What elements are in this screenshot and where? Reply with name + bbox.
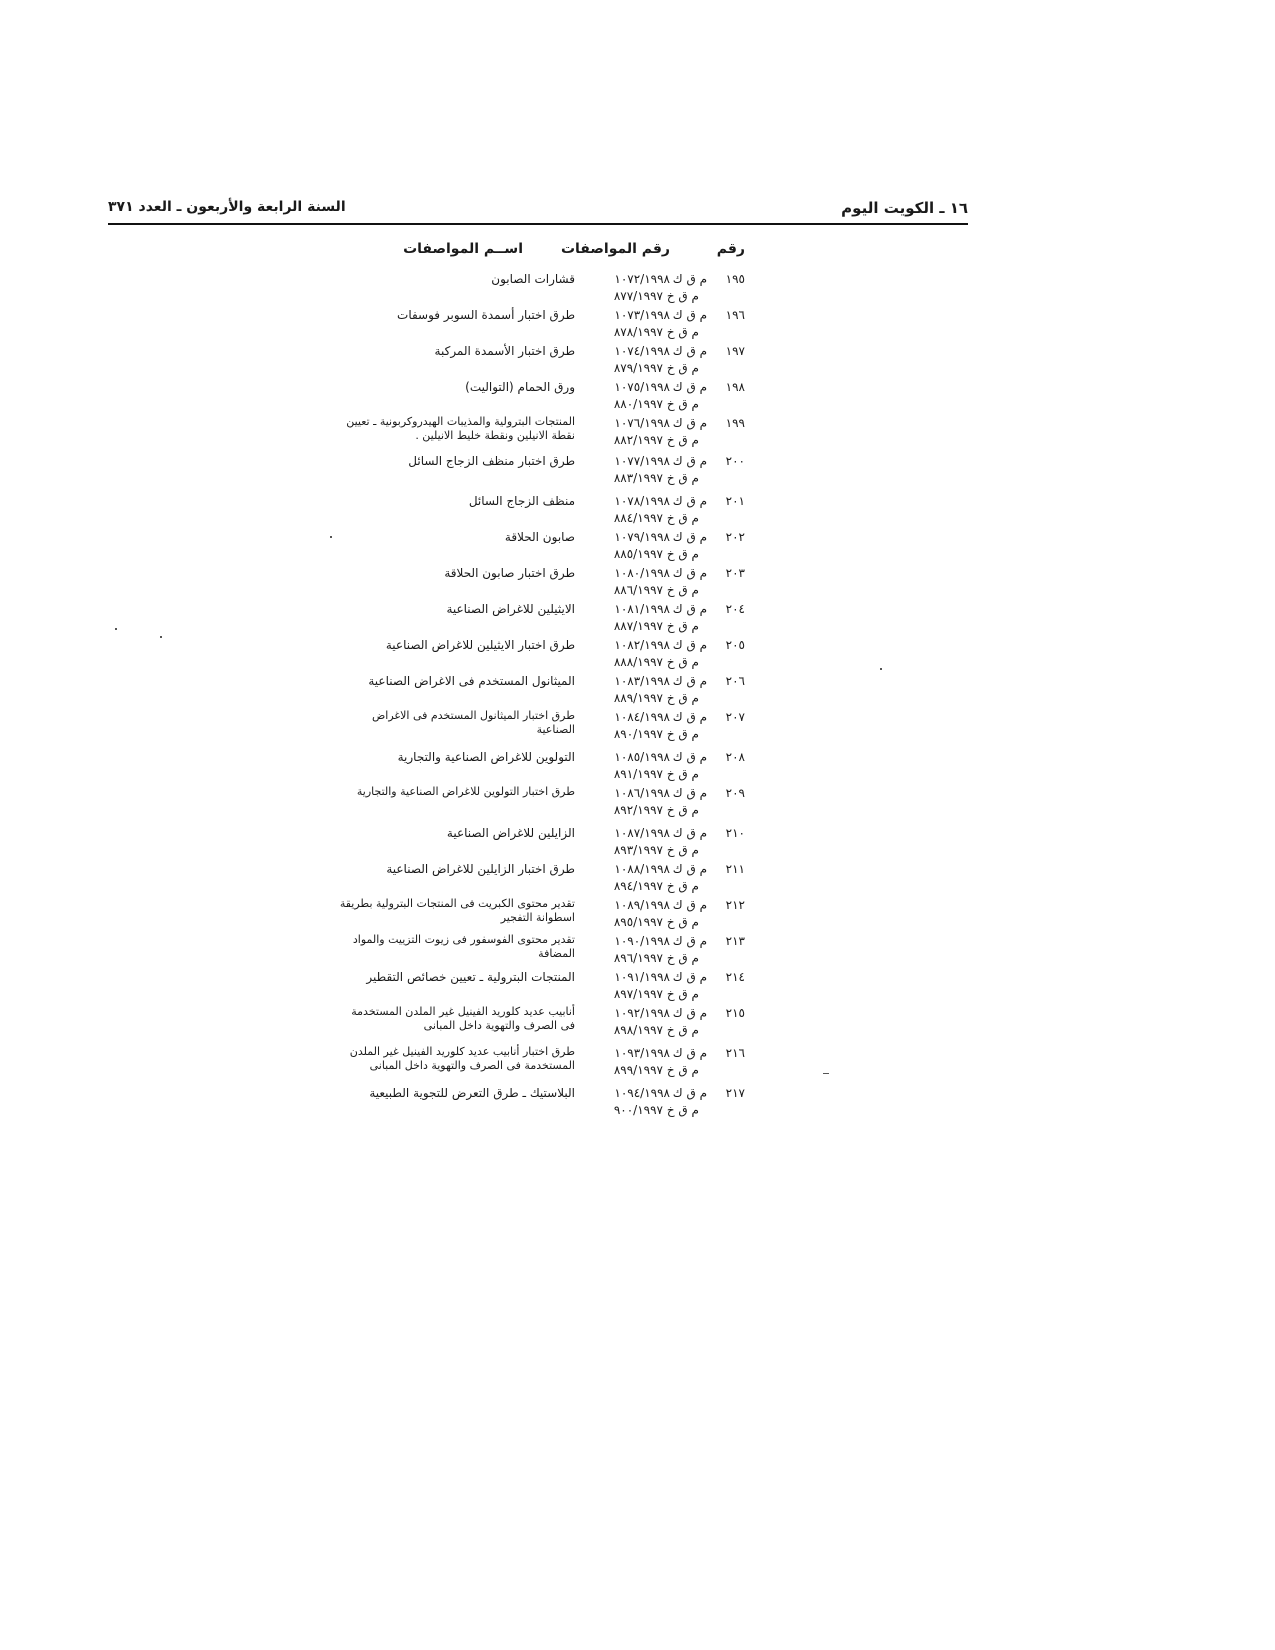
table-body [315, 269, 745, 1119]
spec-code-kuwait: ١٠٧٤/١٩٩٨ [614, 344, 670, 358]
header-spec-name: اســم المواصفات [403, 241, 523, 257]
spec-prefix-kuwait: م ق ك [672, 1046, 707, 1060]
spec-prefix-kuwait: م ق ك [672, 416, 707, 430]
spec-name: صابون الحلاقة [504, 530, 575, 544]
spec-name: الايثيلين للاغراض الصناعية [446, 602, 575, 616]
table-row [315, 823, 745, 859]
spec-prefix-kuwait: م ق ك [672, 530, 707, 544]
spec-name: قشارات الصابون [491, 272, 575, 286]
table-row [315, 747, 745, 783]
spec-prefix-gulf: م ق خ [666, 879, 699, 893]
spec-prefix-kuwait: م ق ك [672, 898, 707, 912]
spec-prefix-kuwait: م ق ك [672, 566, 707, 580]
spec-code-kuwait: ١٠٧٣/١٩٩٨ [614, 308, 670, 322]
row-number: ٢٠٠ [725, 454, 745, 468]
spec-name: طرق اختبار الايثيلين للاغراض الصناعية [385, 638, 575, 652]
table-row [315, 305, 745, 341]
table-row [315, 527, 745, 563]
table-row [315, 341, 745, 377]
spec-prefix-kuwait: م ق ك [672, 602, 707, 616]
spec-name: طرق اختبار أنابيب عديد كلوريد الفينيل غير الملدن المستخدمة فى الصرف والتهوية داخل المبانى [349, 1045, 575, 1072]
row-number: ٢١٣ [725, 934, 745, 948]
table-row [315, 451, 745, 491]
spec-code-gulf: ٨٩٧/١٩٩٧ [613, 987, 663, 1001]
table-row [315, 1003, 745, 1043]
spec-name: التولوين للاغراض الصناعية والتجارية [397, 750, 575, 764]
spec-prefix-gulf: م ق خ [666, 361, 699, 375]
spec-code-kuwait: ١٠٨٥/١٩٩٨ [614, 750, 670, 764]
spec-code-gulf: ٨٩٤/١٩٩٧ [613, 879, 663, 893]
spec-prefix-kuwait: م ق ك [672, 826, 707, 840]
spec-name: المنتجات البترولية والمذيبات الهيدروكربونية ـ تعيين نقطة الانيلين ونقطة خليط الانيلين . [346, 415, 575, 442]
spec-code-gulf: ٨٨٧/١٩٩٧ [613, 619, 663, 633]
spec-code-gulf: ٨٧٨/١٩٩٧ [613, 325, 663, 339]
row-number: ١٩٥ [725, 272, 745, 286]
spec-name: ورق الحمام (التواليت) [465, 380, 575, 394]
spec-name: تقدير محتوى الفوسفور فى زيوت التزييت والمواد المضافة [352, 933, 575, 960]
spec-prefix-kuwait: م ق ك [672, 934, 707, 948]
spec-prefix-kuwait: م ق ك [672, 1086, 707, 1100]
spec-code-kuwait: ١٠٧٩/١٩٩٨ [614, 530, 670, 544]
spec-code-gulf: ٨٧٧/١٩٩٧ [613, 289, 663, 303]
spec-prefix-kuwait: م ق ك [672, 710, 707, 724]
scan-speck [823, 1073, 829, 1074]
spec-name: تقدير محتوى الكبريت فى المنتجات البترولية بطريقة اسطوانة التفجير [339, 897, 575, 924]
specifications-table [315, 241, 745, 1119]
row-number: ١٩٦ [725, 308, 745, 322]
scan-speck [160, 636, 162, 638]
table-row [315, 671, 745, 707]
row-number: ٢١١ [725, 862, 745, 876]
spec-prefix-gulf: م ق خ [666, 915, 699, 929]
spec-code-kuwait: ١٠٩٢/١٩٩٨ [614, 1006, 670, 1020]
spec-code-gulf: ٨٨٦/١٩٩٧ [613, 583, 663, 597]
spec-prefix-gulf: م ق خ [666, 619, 699, 633]
spec-prefix-gulf: م ق خ [666, 397, 699, 411]
row-number: ٢٠٩ [725, 786, 745, 800]
row-number: ٢١٥ [725, 1006, 745, 1020]
spec-prefix-gulf: م ق خ [666, 691, 699, 705]
row-number: ٢١٧ [725, 1086, 745, 1100]
spec-name: طرق اختبار الزايلين للاغراض الصناعية [386, 862, 575, 876]
table-row [315, 859, 745, 895]
spec-prefix-gulf: م ق خ [666, 803, 699, 817]
spec-prefix-gulf: م ق خ [666, 583, 699, 597]
spec-prefix-kuwait: م ق ك [672, 1006, 707, 1020]
gazette-title: ١٦ ـ الكويت اليوم [841, 199, 968, 217]
spec-prefix-gulf: م ق خ [666, 1063, 699, 1077]
row-number: ١٩٩ [725, 416, 745, 430]
row-number: ٢١٦ [725, 1046, 745, 1060]
scan-speck [115, 628, 117, 630]
spec-code-kuwait: ١٠٧٢/١٩٩٨ [614, 272, 670, 286]
spec-code-kuwait: ١٠٩٣/١٩٩٨ [614, 1046, 670, 1060]
spec-prefix-gulf: م ق خ [666, 843, 699, 857]
table-row [315, 783, 745, 823]
spec-prefix-kuwait: م ق ك [672, 674, 707, 688]
spec-prefix-kuwait: م ق ك [672, 638, 707, 652]
spec-prefix-kuwait: م ق ك [672, 970, 707, 984]
spec-name: طرق اختبار الأسمدة المركبة [434, 344, 575, 358]
spec-code-gulf: ٨٨٤/١٩٩٧ [613, 511, 663, 525]
row-number: ١٩٧ [725, 344, 745, 358]
spec-prefix-kuwait: م ق ك [672, 272, 707, 286]
table-row [315, 377, 745, 413]
spec-code-kuwait: ١٠٨٦/١٩٩٨ [614, 786, 670, 800]
table-header [315, 241, 745, 269]
spec-code-gulf: ٨٨٨/١٩٩٧ [613, 655, 663, 669]
spec-prefix-gulf: م ق خ [666, 289, 699, 303]
spec-prefix-kuwait: م ق ك [672, 308, 707, 322]
issue-info: السنة الرابعة والأربعون ـ العدد ٣٧١ [108, 199, 346, 215]
spec-prefix-kuwait: م ق ك [672, 380, 707, 394]
spec-name: طرق اختبار التولوين للاغراض الصناعية والتجارية [356, 785, 575, 798]
spec-code-kuwait: ١٠٧٥/١٩٩٨ [614, 380, 670, 394]
spec-prefix-gulf: م ق خ [666, 1103, 699, 1117]
spec-name: طرق اختبار الميثانول المستخدم فى الاغراض الصناعية [371, 709, 575, 736]
row-number: ٢١٤ [725, 970, 745, 984]
spec-code-kuwait: ١٠٨٠/١٩٩٨ [614, 566, 670, 580]
spec-prefix-gulf: م ق خ [666, 547, 699, 561]
spec-name: الميثانول المستخدم فى الاغراض الصناعية [368, 674, 575, 688]
table-row [315, 931, 745, 967]
spec-name: منظف الزجاج السائل [468, 494, 575, 508]
row-number: ٢٠٨ [725, 750, 745, 764]
spec-name: الزايلين للاغراض الصناعية [446, 826, 575, 840]
row-number: ٢٠٥ [725, 638, 745, 652]
spec-code-gulf: ٩٠٠/١٩٩٧ [613, 1103, 663, 1117]
spec-code-gulf: ٨٩٢/١٩٩٧ [613, 803, 663, 817]
spec-name: البلاستيك ـ طرق التعرض للتجوية الطبيعية [369, 1086, 575, 1100]
spec-code-gulf: ٨٩٦/١٩٩٧ [613, 951, 663, 965]
spec-code-gulf: ٨٩٨/١٩٩٧ [613, 1023, 663, 1037]
spec-code-gulf: ٨٨٢/١٩٩٧ [613, 433, 663, 447]
spec-prefix-kuwait: م ق ك [672, 454, 707, 468]
spec-name: طرق اختبار منظف الزجاج السائل [408, 454, 575, 468]
table-row [315, 1083, 745, 1119]
row-number: ٢٠٢ [725, 530, 745, 544]
table-row [315, 563, 745, 599]
spec-code-kuwait: ١٠٩٤/١٩٩٨ [614, 1086, 670, 1100]
scan-speck [330, 536, 332, 538]
spec-prefix-gulf: م ق خ [666, 471, 699, 485]
spec-code-kuwait: ١٠٩٠/١٩٩٨ [614, 934, 670, 948]
spec-name: المنتجات البترولية ـ تعيين خصائص التقطير [366, 970, 575, 984]
table-row [315, 635, 745, 671]
table-row [315, 269, 745, 305]
table-row [315, 707, 745, 747]
spec-prefix-gulf: م ق خ [666, 433, 699, 447]
spec-prefix-gulf: م ق خ [666, 987, 699, 1001]
spec-name: طرق اختبار صابون الحلاقة [444, 566, 575, 580]
spec-code-gulf: ٨٩٣/١٩٩٧ [613, 843, 663, 857]
spec-code-kuwait: ١٠٨١/١٩٩٨ [614, 602, 670, 616]
spec-prefix-kuwait: م ق ك [672, 494, 707, 508]
spec-name: طرق اختبار أسمدة السوبر فوسفات [397, 308, 575, 322]
spec-prefix-kuwait: م ق ك [672, 786, 707, 800]
table-row [315, 491, 745, 527]
spec-prefix-kuwait: م ق ك [672, 750, 707, 764]
spec-code-gulf: ٨٩٠/١٩٩٧ [613, 727, 663, 741]
spec-prefix-gulf: م ق خ [666, 951, 699, 965]
spec-code-gulf: ٨٧٩/١٩٩٧ [613, 361, 663, 375]
table-row [315, 413, 745, 451]
spec-code-kuwait: ١٠٨٩/١٩٩٨ [614, 898, 670, 912]
spec-code-gulf: ٨٨٥/١٩٩٧ [613, 547, 663, 561]
spec-code-kuwait: ١٠٩١/١٩٩٨ [614, 970, 670, 984]
header-spec-number: رقم المواصفات [560, 241, 670, 257]
spec-code-kuwait: ١٠٧٧/١٩٩٨ [614, 454, 670, 468]
spec-name: أنابيب عديد كلوريد الفينيل غير الملدن المستخدمة فى الصرف والتهوية داخل المبانى [351, 1005, 575, 1032]
row-number: ١٩٨ [725, 380, 745, 394]
spec-prefix-kuwait: م ق ك [672, 344, 707, 358]
table-row [315, 967, 745, 1003]
row-number: ٢٠٦ [725, 674, 745, 688]
spec-code-kuwait: ١٠٨٨/١٩٩٨ [614, 862, 670, 876]
spec-code-kuwait: ١٠٧٦/١٩٩٨ [614, 416, 670, 430]
table-row [315, 599, 745, 635]
row-number: ٢٠١ [725, 494, 745, 508]
spec-prefix-gulf: م ق خ [666, 767, 699, 781]
row-number: ٢٠٧ [725, 710, 745, 724]
scan-speck [880, 668, 882, 670]
spec-code-gulf: ٨٩٩/١٩٩٧ [613, 1063, 663, 1077]
spec-code-kuwait: ١٠٨٣/١٩٩٨ [614, 674, 670, 688]
row-number: ٢٠٣ [725, 566, 745, 580]
spec-code-gulf: ٨٨٣/١٩٩٧ [613, 471, 663, 485]
spec-code-kuwait: ١٠٨٢/١٩٩٨ [614, 638, 670, 652]
spec-code-gulf: ٨٨٠/١٩٩٧ [613, 397, 663, 411]
table-row [315, 1043, 745, 1083]
spec-prefix-gulf: م ق خ [666, 511, 699, 525]
spec-prefix-kuwait: م ق ك [672, 862, 707, 876]
spec-code-gulf: ٨٨٩/١٩٩٧ [613, 691, 663, 705]
spec-code-kuwait: ١٠٨٧/١٩٩٨ [614, 826, 670, 840]
spec-prefix-gulf: م ق خ [666, 1023, 699, 1037]
row-number: ٢١٢ [725, 898, 745, 912]
spec-code-kuwait: ١٠٨٤/١٩٩٨ [614, 710, 670, 724]
spec-code-kuwait: ١٠٧٨/١٩٩٨ [614, 494, 670, 508]
table-row [315, 895, 745, 931]
spec-code-gulf: ٨٩٥/١٩٩٧ [613, 915, 663, 929]
row-number: ٢١٠ [725, 826, 745, 840]
spec-prefix-gulf: م ق خ [666, 727, 699, 741]
header-number: رقم [716, 241, 745, 257]
spec-code-gulf: ٨٩١/١٩٩٧ [613, 767, 663, 781]
row-number: ٢٠٤ [725, 602, 745, 616]
page-header [108, 199, 968, 225]
spec-prefix-gulf: م ق خ [666, 325, 699, 339]
spec-prefix-gulf: م ق خ [666, 655, 699, 669]
